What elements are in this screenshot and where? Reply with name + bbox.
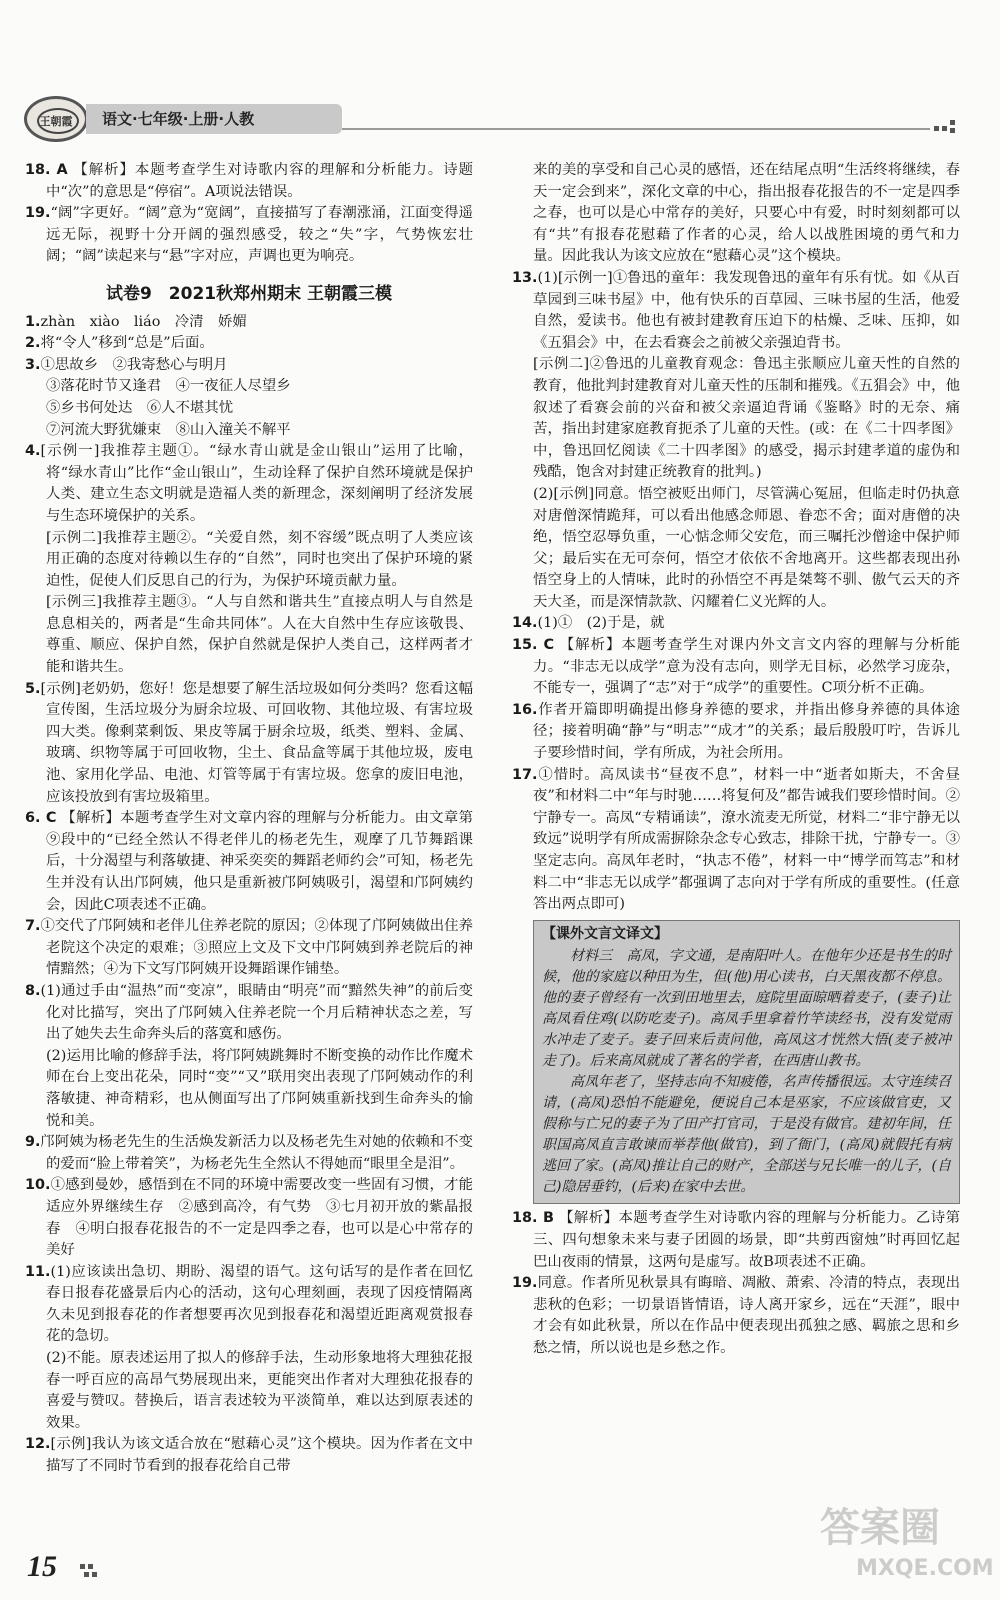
book-title: 语文·七年级·上册·人教 bbox=[102, 110, 255, 128]
brand-logo bbox=[24, 96, 88, 142]
left-column bbox=[25, 160, 473, 1478]
section-title: 试卷9 2021秋郑州期末 王朝霞三模 bbox=[105, 283, 393, 304]
answer-8-part: (2)运用比喻的修辞手法，将邝阿姨跳舞时不断变换的动作比作魔术师在台上变出花朵，同时“变”“又”联用突出表现了邝阿姨动作的利落敏捷、神奇精彩，也从侧面写出了邝阿姨重新找到生命奔头的愉悦和美。 bbox=[46, 1047, 473, 1129]
answer-3-line: ⑦河流大野犹嫌束 ⑧山入潼关不解平 bbox=[46, 421, 291, 438]
answer-15: 15. C 【解析】本题考查学生对课内外文言文内容的理解与分析能力。“非志无以成学”意为没有志向，则学无目标，必然学习庞杂，不能专一，强调了“志”对于“成学”的重要性。C项分析不正确。 bbox=[512, 637, 960, 697]
answer-3-line: ⑤乡书何处达 ⑥人不堪其忧 bbox=[46, 399, 234, 416]
right-column bbox=[512, 160, 960, 1360]
answer-3: 3.①思故乡 ②我寄愁心与明月 bbox=[25, 356, 228, 373]
answer-1: 1.zhàn xiào liáo 冷清 娇媚 bbox=[25, 313, 247, 330]
answer-18: 18. A 【解析】本题考查学生对诗歌内容的理解和分析能力。诗题中“次”的意思是“停宿”。A项说法错误。 bbox=[25, 162, 474, 200]
answer-5: 5.[示例]老奶奶，您好！您是想要了解生活垃圾如何分类吗？您看这幅宣传图，生活垃圾分为厨余垃圾、可回收物、其他垃圾、有害垃圾四大类。像剩菜剩饭、果皮等属于厨余垃圾，纸类、塑料、金属、玻璃、织物等属于可回收物，尘土、食品盒等属于其他垃圾，废电池、家用化学品、电池、灯管等属于有害垃圾。您拿的废旧电池，应该投放到有害垃圾箱里。 bbox=[25, 680, 473, 805]
watermark-text: 答案圈 bbox=[820, 1505, 940, 1551]
answer-18-b: 18. B 【解析】本题考查学生对诗歌内容的理解与分析能力。乙诗第三、四句想象未来与妻子团圆的场景，即“共剪西窗烛”时再回忆起巴山夜雨的情景，这两句是虚写。故B项表述不正确。 bbox=[512, 1210, 960, 1270]
answer-8: 8.(1)通过手由“温热”而“变凉”，眼睛由“明亮”而“黯然失神”的前后变化对比描写，突出了邝阿姨入住养老院一个月后精神状态之差，写出了她失去生命奔头后的落寞和感伤。 bbox=[25, 982, 473, 1043]
decorative-dots-icon bbox=[80, 1562, 120, 1578]
answer-6: 6. C 【解析】本题考查学生对文章内容的理解与分析能力。由文章第⑨段中的“已经全然认不得老伴儿的杨老先生，观摩了几节舞蹈课后，十分渴望与利落敏捷、神采奕奕的舞蹈老师约会”可知，杨老先生并没有认出邝阿姨，他只是重新被邝阿姨吸引，渴望和邝阿姨约会，因此C项表述不正确。 bbox=[25, 810, 473, 913]
translation-paragraph: 材料三 高凤，字文通，是南阳叶人。在他年少还是书生的时候，他的家庭以种田为生，但(他)用心读书，白天黑夜都不停息。他的妻子曾经有一次到田地里去，庭院里面晾晒着麦子，(妻子)让高凤看住鸡(以防吃麦子)。高凤手里拿着竹竿读经书，没有发觉雨水冲走了麦子。妻子回来后责问他，高凤这才恍然大悟(麦子被冲走了)。后来高凤就成了著名的学者，在西唐山教书。 bbox=[542, 948, 951, 1070]
answer-3-line: ③落花时节又逢君 ④一夜征人尽望乡 bbox=[46, 378, 291, 395]
answer-11: 11.(1)应该读出急切、期盼、渴望的语气。这句话写的是作者在回忆春日报春花盛景后内心的活动，这句心理刻画，表现了因疫情隔离久未见到报春花的作者想要再次见到报春花和渴望近距离观赏报春花的急切。 bbox=[25, 1263, 473, 1345]
answer-7: 7.①交代了邝阿姨和老伴儿住养老院的原因；②体现了邝阿姨做出住养老院这个决定的艰难；③照应上文及下文中邝阿姨到养老院后的神情黯然；④为下文写邝阿姨开设舞蹈课作铺垫。 bbox=[25, 918, 473, 978]
answer-13-part: [示例二]②鲁迅的儿童教育观念：鲁迅主张顺应儿童天性的自然的教育，他批判封建教育对儿童天性的压制和摧残。《五猖会》中，他叙述了看赛会前的兴奋和被父亲逼迫背诵《鉴略》时的无奈、痛苦，指出封建家庭教育扼杀了儿童的天性。(或：在《二十四孝图》中，鲁迅回忆阅读《二十四孝图》的感受，揭示封建孝道的虚伪和残酷，饱含对封建正统教育的批判。) bbox=[533, 356, 960, 481]
header-rule bbox=[342, 128, 930, 130]
page-header bbox=[22, 96, 982, 142]
answer-19: 19.“阔”字更好。“阔”意为“宽阔”，直接描写了春潮涨涌，江面变得遥远无际，视野十分开阔的强烈感受，较之“失”字，气势恢宏壮阔；“阔”读起来与“悬”字对应，声调也更为响亮。 bbox=[25, 205, 473, 265]
answer-4-example: [示例三]我推荐主题③。“人与自然和谐共生”直接点明人与自然是息息相关的，两者是“生命共同体”。人在大自然中生存应该敬畏、尊重、顺应、保护自然，保护自然就是保护人类自己，这样两者才能和谐共生。 bbox=[46, 594, 473, 676]
answer-9: 9.邝阿姨为杨老先生的生活焕发新活力以及杨老先生对她的依赖和不变的爱而“脸上带着笑”，为杨老先生全然认不得她而“眼里全是泪”。 bbox=[25, 1134, 473, 1172]
answer-13: 13.(1)[示例一]①鲁迅的童年：我发现鲁迅的童年有乐有忧。如《从百草园到三味书屋》中，他有快乐的百草园、三味书屋的生活，他爱自然，爱读书。他也有被封建教育压迫下的枯燥、乏味、压抑，如《五猖会》中，在去看赛会之前被父亲强迫背书。 bbox=[512, 269, 960, 351]
decorative-dots-icon bbox=[934, 118, 964, 134]
answer-13-part: (2)[示例]同意。悟空被贬出师门，尽管满心冤屈，但临走时仍执意对唐僧深情跪拜，可以看出他感念师恩、眷恋不舍；面对唐僧的决绝，悟空忍辱负重，一心惦念师父安危，而三嘱托沙僧途中保护师父；最后实在无可奈何，悟空才依依不舍地离开。这些都表现出孙悟空身上的人情味，此时的孙悟空不再是桀骜不驯、傲气云天的齐天大圣，而是深情款款、闪耀着仁义光辉的人。 bbox=[533, 485, 960, 610]
answer-4-example: [示例二]我推荐主题②。“关爱自然，刻不容缓”既点明了人类应该用正确的态度对待赖以生存的“自然”，同时也突出了保护环境的紧迫性，促使人们反思自己的行为，为保护环境贡献力量。 bbox=[46, 529, 473, 589]
answer-10: 10.①感到曼妙，感悟到在不同的环境中需要改变一些固有习惯，才能适应外界继续生存 ②感到高冷，有气势 ③七月初开放的紫晶报春 ④明白报春花报告的不一定是四季之春，也可以是心中常存的美好 bbox=[25, 1177, 473, 1259]
answer-2: 2.将“令人”移到“总是”后面。 bbox=[25, 335, 214, 352]
answer-19-b: 19.同意。作者所见秋景具有晦暗、凋敝、萧索、冷清的特点，表现出悲秋的色彩；一切景语皆情语，诗人离开家乡，远在“天涯”，眼中才会有如此秋景，所以在作品中便表现出孤独之感、羁旅之思和乡愁之情，所以说也是乡愁之作。 bbox=[512, 1275, 960, 1356]
answer-17: 17.①惜时。高凤读书“昼夜不息”，材料一中“逝者如斯夫，不舍昼夜”和材料二中“年与时驰……将复何及”都告诫我们要珍惜时间。②宁静专一。高凤“专精诵读”，潦水流麦无所觉，材料二“非宁静无以致远”说明学有所成需摒除杂念专心致志，排除干扰，宁静专一。③坚定志向。高凤年老时，“执志不倦”，材料一中“博学而笃志”和材料二中“非志无以成学”都强调了志向对于学有所成的重要性。(任意答出两点即可) bbox=[512, 766, 960, 913]
answer-16: 16.作者开篇即明确提出修身养德的要求，并指出修身养德的具体途径；接着明确“静”与“明志”“成才”的关系；最后殷殷叮咛，告诉儿子要珍惜时间，学有所成，为社会所用。 bbox=[512, 701, 960, 762]
answer-14: 14.(1)① (2)于是，就 bbox=[512, 615, 665, 632]
answer-12-continued: 来的美的享受和自己心灵的感悟，还在结尾点明“生活终将继续，春天一定会到来”，深化文章的中心，指出报春花报告的不一定是四季之春，也可以是心中常存的美好，只要心中有爱，时时刻刻都可以有“共”有报春花慰藉了作者的心灵，给人以战胜困境的勇气和力量。因此我认为该文应放在“慰藉心灵”这个模块。 bbox=[533, 162, 960, 265]
translation-heading: 【课外文言文译文】 bbox=[542, 925, 668, 942]
answer-4: 4.[示例一]我推荐主题①。“绿水青山就是金山银山”运用了比喻，将“绿水青山”比作“金山银山”，生动诠释了保护自然环境就是保护人类、建立生态文明就是造福人类的新理念，深刻阐明了经济发展与生态环境保护的关系。 bbox=[25, 443, 473, 524]
answer-12: 12.[示例]我认为该文适合放在“慰藉心灵”这个模块。因为作者在文中描写了不同时节看到的报春花给自己带 bbox=[25, 1436, 473, 1475]
translation-paragraph: 高凤年老了，坚持志向不知疲倦，名声传播很远。太守连续召请，(高凤)恐怕不能避免，便说自己本是巫家，不应该做官吏，又假称与亡兄的妻子为了田产打官司，于是没有做官。建初年间，任职国高凤直言敢谏而举荐他(做官)，到了衙门，(高凤)就假托有病逃回了家。(高凤)推让自己的财产，全部送与兄长唯一的儿子，(自己)隐居垂钓，(后来)在家中去世。 bbox=[542, 1074, 951, 1196]
logo-text: 王朝霞 bbox=[39, 115, 73, 128]
page-number: 15 bbox=[27, 1550, 57, 1583]
answer-11-part: (2)不能。原表述运用了拟人的修辞手法，生动形象地将大理独花报春一呼百应的高昂气势展现出来，更能突出作者对大理独花报春的喜爱与赞叹。替换后，语言表述较为平淡简单，难以达到原表述的效果。 bbox=[46, 1350, 473, 1431]
site-watermark bbox=[820, 1496, 994, 1592]
translation-box bbox=[533, 920, 960, 1205]
watermark-url: MXQE.COM bbox=[856, 1556, 994, 1581]
